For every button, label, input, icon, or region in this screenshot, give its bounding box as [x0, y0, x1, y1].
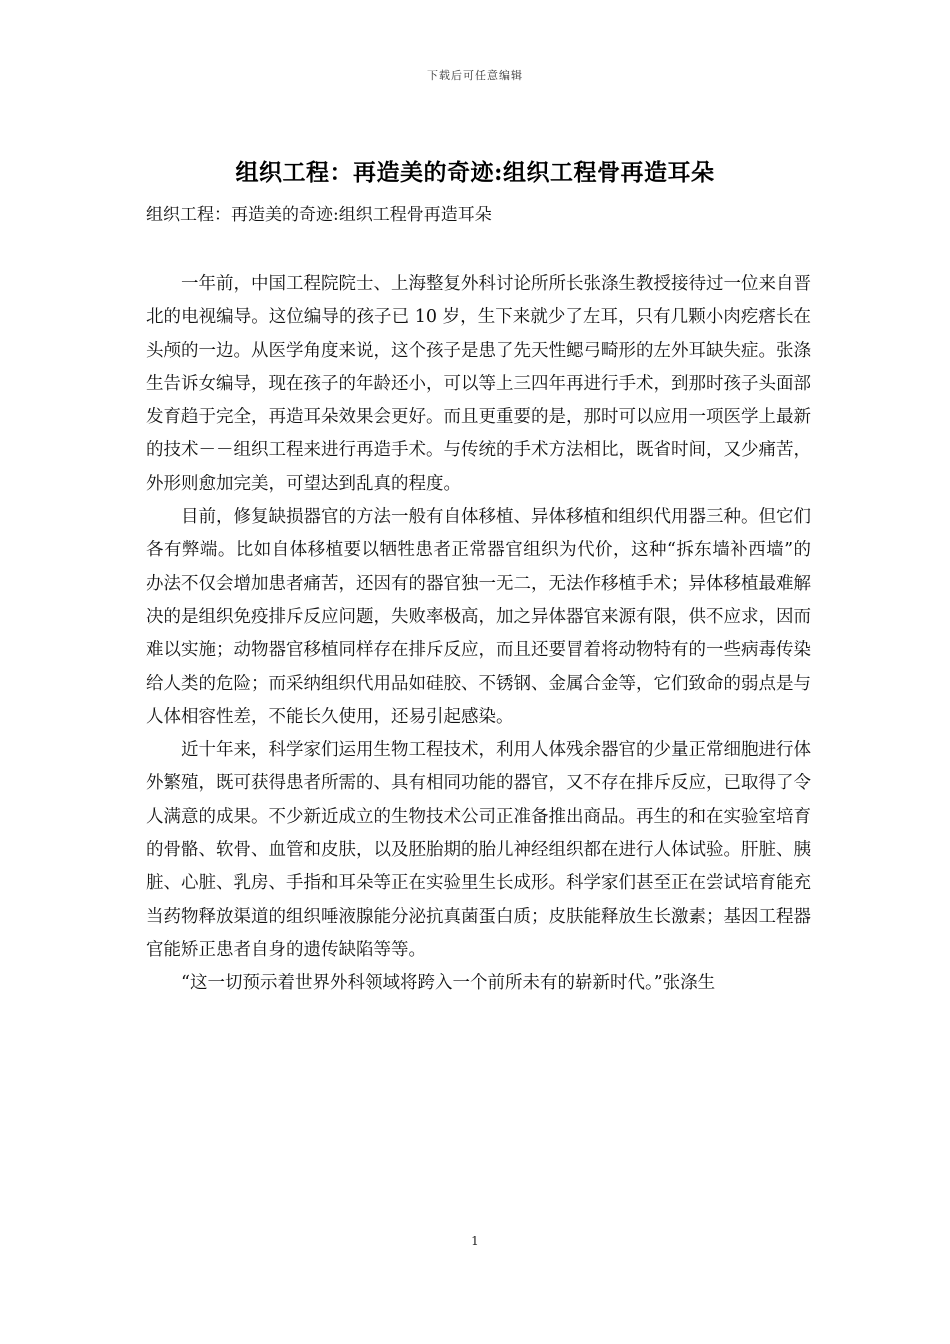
document-subtitle: 组织工程：再造美的奇迹:组织工程骨再造耳朵: [146, 205, 492, 225]
paragraph-3: 近十年来，科学家们运用生物工程技术，利用人体残余器官的少量正常细胞进行体外繁殖，既可获得患者所需的、具有相同功能的器官，又不存在排斥反应，已取得了令人满意的成果。不少新近成立的生物技术公司正准备推出商品。再生的和在实验室培育的骨骼、软骨、血管和皮肤，以及胚胎期的胎儿神经组织都在进行人体试验。肝脏、胰脏、心脏、乳房、手指和耳朵等正在实验里生长成形。科学家们甚至正在尝试培育能充当药物释放渠道的组织唾液腺能分泌抗真菌蛋白质；皮肤能释放生长激素；基因工程器官能矫正患者自身的遗传缺陷等等。: [146, 740, 811, 960]
document-body: [146, 268, 811, 1001]
paragraph-2: 目前，修复缺损器官的方法一般有自体移植、异体移植和组织代用器三种。但它们各有弊端。比如自体移植要以牺牲患者正常器官组织为代价，这种“拆东墙补西墙”的办法不仅会增加患者痛苦，还因有的器官独一无二，无法作移植手术；异体移植最难解决的是组织免疫排斥反应问题，失败率极高，加之异体器官来源有限，供不应求，因而难以实施；动物器官移植同样存在排斥反应，而且还要冒着将动物特有的一些病毒传染给人类的危险；而采纳组织代用品如硅胶、不锈钢、金属合金等，它们致命的弱点是与人体相容性差，不能长久使用，还易引起感染。: [146, 507, 811, 727]
paragraph-1: 一年前，中国工程院院士、上海整复外科讨论所所长张涤生教授接待过一位来自晋北的电视编导。这位编导的孩子已 10 岁，生下来就少了左耳，只有几颗小肉疙瘩长在头颅的一边。从医学角度来说，这个孩子是患了先天性鳃弓畸形的左外耳缺失症。张涤生告诉女编导，现在孩子的年龄还小，可以等上三四年再进行手术，到那时孩子头面部发育趋于完全，再造耳朵效果会更好。而且更重要的是，那时可以应用一项医学上最新的技术－－组织工程来进行再造手术。与传统的手术方法相比，既省时间，又少痛苦，外形则愈加完美，可望达到乱真的程度。: [146, 274, 811, 494]
page-number: 1: [471, 1234, 479, 1248]
header-note: 下载后可任意编辑: [427, 69, 523, 82]
document-title: 组织工程：再造美的奇迹:组织工程骨再造耳朵: [235, 159, 715, 186]
paragraph-4: “这一切预示着世界外科领域将跨入一个前所未有的崭新时代。”张涤生: [181, 973, 716, 994]
